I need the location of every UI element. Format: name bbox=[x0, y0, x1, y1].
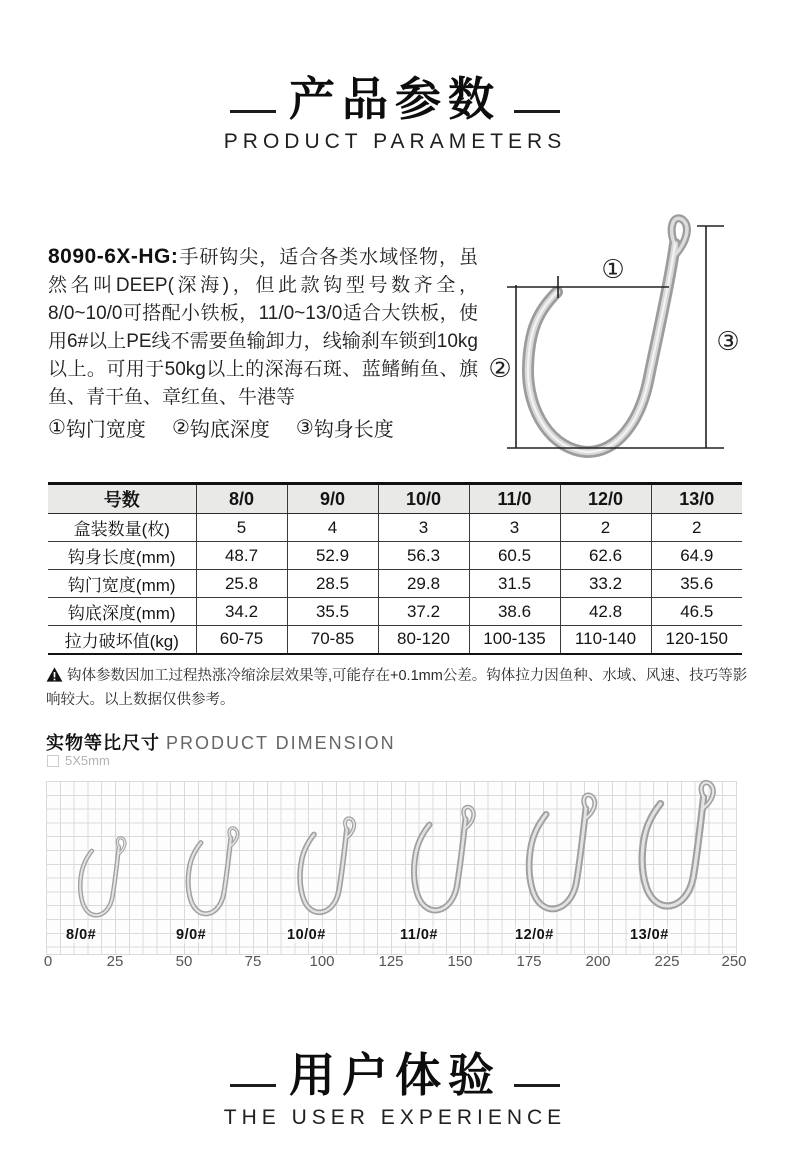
cell: 60-75 bbox=[196, 626, 287, 654]
header-right-dash bbox=[514, 110, 560, 113]
dimension-title-en: PRODUCT DIMENSION bbox=[166, 733, 396, 753]
footer-title: 用户体验 bbox=[289, 1049, 501, 1101]
cell: 28.5 bbox=[287, 570, 378, 598]
cell: 29.8 bbox=[378, 570, 469, 598]
col-header: 号数 bbox=[48, 484, 196, 514]
legend-marker: ② bbox=[171, 417, 190, 439]
page-subtitle: PRODUCT PARAMETERS bbox=[223, 130, 567, 153]
warning-icon bbox=[46, 667, 63, 689]
dimension-title-cn: 实物等比尺寸 bbox=[46, 733, 160, 753]
hook-9-0 bbox=[179, 825, 252, 929]
product-model: 8090-6X-HG: bbox=[48, 245, 179, 268]
hook-11-0 bbox=[403, 803, 491, 929]
hook-illustration bbox=[528, 218, 687, 452]
ruler-tick: 225 bbox=[654, 953, 680, 970]
cell: 31.5 bbox=[469, 570, 560, 598]
hook-size-label: 12/0# bbox=[515, 927, 554, 943]
table-row bbox=[48, 570, 742, 598]
row-label: 钩底深度(mm) bbox=[48, 598, 196, 626]
top-section-header bbox=[0, 72, 790, 154]
ruler-tick: 175 bbox=[516, 953, 542, 970]
tolerance-note bbox=[46, 665, 754, 711]
cell: 25.8 bbox=[196, 570, 287, 598]
cell: 3 bbox=[378, 514, 469, 542]
hook-size-label: 10/0# bbox=[287, 927, 326, 943]
hook-size-label: 9/0# bbox=[176, 927, 207, 943]
legend-item bbox=[296, 413, 394, 442]
cell: 52.9 bbox=[287, 542, 378, 570]
cell: 4 bbox=[287, 514, 378, 542]
cell: 35.5 bbox=[287, 598, 378, 626]
legend-marker: ① bbox=[48, 417, 66, 439]
hook-measurement-diagram bbox=[470, 212, 790, 467]
cell: 100-135 bbox=[469, 626, 560, 654]
legend-item bbox=[172, 413, 270, 442]
ruler-tick: 75 bbox=[244, 953, 262, 970]
product-description bbox=[48, 243, 478, 412]
hook-10-0 bbox=[290, 815, 370, 929]
hook-12-0 bbox=[517, 791, 614, 929]
cell: 38.6 bbox=[469, 598, 560, 626]
measurement-legend bbox=[48, 413, 394, 442]
table-row bbox=[48, 514, 742, 542]
cell: 46.5 bbox=[680, 601, 714, 621]
header-left-dash bbox=[230, 110, 276, 113]
cell: 120-150 bbox=[665, 629, 728, 649]
row-label: 钩门宽度(mm) bbox=[48, 570, 196, 598]
tolerance-note-text: 钩体参数因加工过程热涨冷缩涂层效果等,可能存在+0.1mm公差。钩体拉力因鱼种、水域、风速、技巧等影响较大。以上数据仅供参考。 bbox=[46, 668, 748, 708]
ruler-tick: 0 bbox=[43, 953, 53, 970]
cell: 34.2 bbox=[196, 598, 287, 626]
legend-item bbox=[48, 413, 146, 442]
cell: 56.3 bbox=[378, 542, 469, 570]
col-header: 12/0 bbox=[560, 484, 651, 514]
cell: 2 bbox=[560, 514, 651, 542]
table-row bbox=[48, 542, 742, 570]
legend-label: 钩身长度 bbox=[313, 419, 394, 441]
cell: 70-85 bbox=[287, 626, 378, 654]
footer-left-dash bbox=[230, 1084, 276, 1087]
scale-square-icon bbox=[47, 755, 59, 767]
legend-label: 钩底深度 bbox=[189, 419, 270, 441]
hook-size-label: 11/0# bbox=[400, 927, 438, 943]
hook-size-label: 8/0# bbox=[66, 927, 97, 943]
dimension-section-title bbox=[46, 729, 396, 755]
page-title: 产品参数 bbox=[289, 73, 501, 125]
cell: 48.7 bbox=[196, 542, 287, 570]
col-header: 8/0 bbox=[196, 484, 287, 514]
cell: 33.2 bbox=[560, 570, 651, 598]
legend-label: 钩门宽度 bbox=[65, 419, 146, 441]
callout-1: ① bbox=[601, 255, 625, 285]
footer-right-dash bbox=[514, 1084, 560, 1087]
cell: 5 bbox=[196, 514, 287, 542]
ruler-tick: 250 bbox=[721, 953, 747, 970]
cell: 35.6 bbox=[680, 573, 714, 593]
cell: 42.8 bbox=[560, 598, 651, 626]
dimension-grid bbox=[46, 781, 737, 955]
hook-13-0 bbox=[629, 778, 734, 928]
cell: 62.6 bbox=[560, 542, 651, 570]
scale-label: 5X5mm bbox=[65, 753, 110, 768]
ruler-tick: 25 bbox=[106, 953, 124, 970]
hook-size-label: 13/0# bbox=[630, 927, 669, 943]
legend-marker: ③ bbox=[295, 417, 314, 439]
table-row bbox=[48, 626, 742, 654]
scale-note bbox=[47, 753, 110, 768]
hook-8-0 bbox=[72, 835, 138, 929]
row-label: 钩身长度(mm) bbox=[48, 542, 196, 570]
cell: 3 bbox=[469, 514, 560, 542]
callout-3: ③ bbox=[716, 327, 740, 357]
ruler-tick: 125 bbox=[378, 953, 404, 970]
row-label: 盒装数量(枚) bbox=[48, 514, 196, 542]
col-header: 11/0 bbox=[469, 484, 560, 514]
ruler-tick: 100 bbox=[309, 953, 335, 970]
mm-ruler bbox=[0, 953, 790, 973]
ruler-tick: 150 bbox=[447, 953, 473, 970]
footer-subtitle: THE USER EXPERIENCE bbox=[223, 1106, 567, 1129]
spec-table-header-row bbox=[48, 484, 742, 514]
col-header: 9/0 bbox=[287, 484, 378, 514]
cell: 110-140 bbox=[560, 626, 651, 654]
cell: 37.2 bbox=[378, 598, 469, 626]
callout-2: ② bbox=[488, 354, 512, 384]
col-header: 10/0 bbox=[378, 484, 469, 514]
ruler-tick: 50 bbox=[175, 953, 193, 970]
cell: 64.9 bbox=[680, 545, 714, 565]
spec-table bbox=[48, 482, 742, 655]
cell: 2 bbox=[692, 517, 702, 537]
cell: 60.5 bbox=[469, 542, 560, 570]
cell: 80-120 bbox=[378, 626, 469, 654]
bottom-section-header bbox=[0, 1048, 790, 1130]
ruler-tick: 200 bbox=[585, 953, 611, 970]
product-description-text: 手研钩尖，适合各类水域怪物，虽然名叫DEEP(深海)，但此款钩型号数齐全，8/0~10/0可搭配小铁板，11/0~13/0适合大铁板，使用6#以上PE线不需要鱼输卸力，线输刹车锁到10kg以上。可用于50kg以上的深海石斑、蓝鳍鲔鱼、旗鱼、青干鱼、章红鱼、牛港等 bbox=[48, 247, 478, 408]
row-label: 拉力破坏值(kg) bbox=[48, 626, 196, 654]
table-row bbox=[48, 598, 742, 626]
col-header: 13/0 bbox=[651, 484, 742, 514]
